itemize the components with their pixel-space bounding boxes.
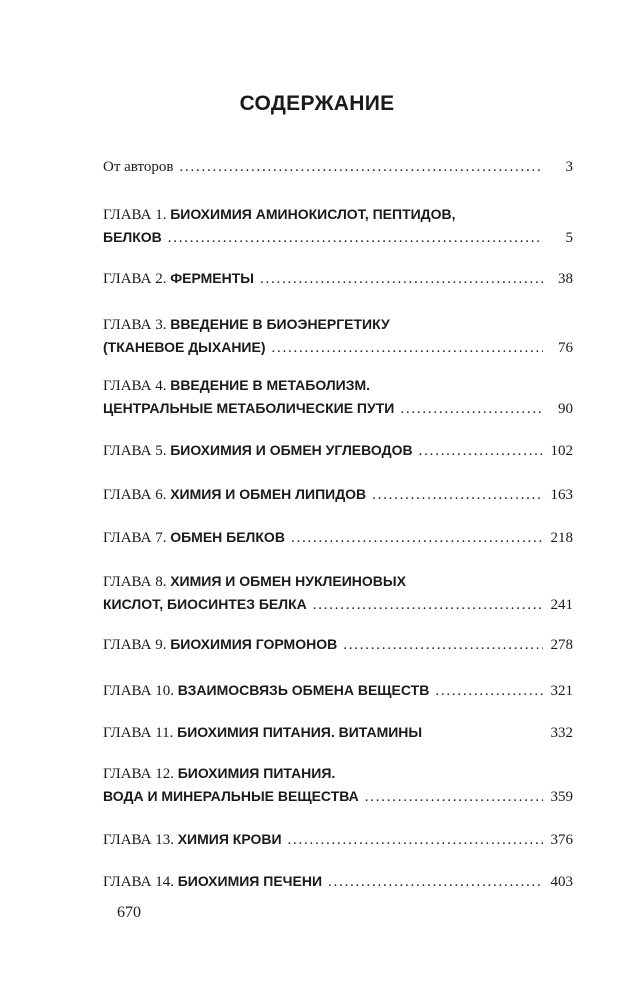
toc-page-number: 163 — [550, 487, 573, 503]
toc-page-number: 102 — [550, 443, 573, 459]
chapter-title-continuation: КИСЛОТ, БИОСИНТЕЗ БЕЛКА — [103, 596, 307, 612]
chapter-title: БИОХИМИЯ ПИТАНИЯ. ВИТАМИНЫ — [177, 724, 423, 740]
toc-entry-chapter-4[interactable] — [103, 375, 573, 420]
page-number-folio: 670 — [117, 904, 141, 921]
toc-page-number: 321 — [550, 683, 573, 699]
toc-entry-chapter-7[interactable] — [103, 527, 573, 549]
chapter-title: ХИМИЯ И ОБМЕН НУКЛЕИНОВЫХ — [170, 573, 406, 589]
chapter-label: ГЛАВА 7. — [103, 530, 167, 546]
toc-page-number: 5 — [565, 230, 573, 246]
chapter-label: ГЛАВА 5. — [103, 443, 167, 459]
chapter-title: БИОХИМИЯ И ОБМЕН УГЛЕВОДОВ — [170, 442, 413, 458]
chapter-label: ГЛАВА 12. — [103, 766, 174, 782]
chapter-label: ГЛАВА 11. — [103, 725, 174, 741]
chapter-label: ГЛАВА 9. — [103, 637, 167, 653]
chapter-title: БИОХИМИЯ ПЕЧЕНИ — [177, 873, 323, 889]
toc-entry-chapter-13[interactable] — [103, 829, 573, 851]
chapter-label: ГЛАВА 8. — [103, 574, 167, 590]
dot-leader — [343, 635, 543, 656]
dot-leader — [291, 528, 543, 549]
toc-entry-preface[interactable] — [103, 157, 573, 178]
chapter-title: ВВЕДЕНИЕ В БИОЭНЕРГЕТИКУ — [170, 316, 390, 332]
chapter-title-continuation: ВОДА И МИНЕРАЛЬНЫЕ ВЕЩЕСТВА — [103, 788, 359, 804]
dot-leader — [179, 157, 543, 178]
toc-entry-title: От авторов — [103, 159, 174, 175]
chapter-title-continuation: ЦЕНТРАЛЬНЫЕ МЕТАБОЛИЧЕСКИЕ ПУТИ — [103, 400, 395, 416]
chapter-title: ОБМЕН БЕЛКОВ — [170, 529, 285, 545]
dot-leader — [435, 681, 543, 702]
toc-page-number: 403 — [550, 874, 573, 890]
dot-leader — [288, 830, 543, 851]
toc-page-number: 332 — [550, 725, 573, 741]
toc-entry-chapter-11[interactable] — [103, 722, 573, 744]
chapter-label: ГЛАВА 14. — [103, 874, 174, 890]
toc-entry-chapter-2[interactable] — [103, 268, 573, 290]
chapter-label: ГЛАВА 3. — [103, 317, 167, 333]
dot-leader — [328, 872, 543, 893]
dot-leader — [313, 595, 543, 616]
dot-leader — [272, 338, 544, 359]
chapter-title: БИОХИМИЯ АМИНОКИСЛОТ, ПЕПТИДОВ, — [170, 206, 456, 222]
toc-entry-chapter-14[interactable] — [103, 871, 573, 893]
toc-entry-chapter-6[interactable] — [103, 484, 573, 506]
toc-page-number: 3 — [565, 159, 573, 175]
dot-leader — [372, 485, 543, 506]
chapter-title: ВЗАИМОСВЯЗЬ ОБМЕНА ВЕЩЕСТВ — [177, 682, 430, 698]
chapter-title: ХИМИЯ КРОВИ — [177, 831, 282, 847]
toc-page-number: 76 — [558, 340, 573, 356]
toc-entry-chapter-5[interactable] — [103, 440, 573, 462]
toc-page-number: 38 — [558, 271, 573, 287]
toc-entry-chapter-3[interactable] — [103, 314, 573, 359]
dot-leader — [365, 787, 543, 808]
chapter-label: ГЛАВА 6. — [103, 487, 167, 503]
toc-page-number: 90 — [558, 401, 573, 417]
toc-entry-chapter-8[interactable] — [103, 571, 573, 616]
dot-leader — [400, 399, 543, 420]
chapter-title: БИОХИМИЯ ГОРМОНОВ — [170, 636, 338, 652]
toc-page-number: 278 — [550, 637, 573, 653]
chapter-title: БИОХИМИЯ ПИТАНИЯ. — [177, 765, 336, 781]
toc-page-number: 218 — [550, 530, 573, 546]
toc-page-number: 241 — [550, 597, 573, 613]
chapter-label: ГЛАВА 1. — [103, 207, 167, 223]
dot-leader — [168, 228, 543, 249]
chapter-label: ГЛАВА 10. — [103, 683, 174, 699]
toc-page-number: 376 — [550, 832, 573, 848]
chapter-label: ГЛАВА 2. — [103, 271, 167, 287]
chapter-title-continuation: БЕЛКОВ — [103, 229, 162, 245]
toc-entry-chapter-1[interactable] — [103, 204, 573, 249]
chapter-title: ХИМИЯ И ОБМЕН ЛИПИДОВ — [170, 486, 367, 502]
chapter-title: ВВЕДЕНИЕ В МЕТАБОЛИЗМ. — [170, 377, 371, 393]
chapter-label: ГЛАВА 13. — [103, 832, 174, 848]
toc-entry-chapter-12[interactable] — [103, 763, 573, 808]
chapter-label: ГЛАВА 4. — [103, 378, 167, 394]
page-title: СОДЕРЖАНИЕ — [239, 92, 395, 115]
toc-page-number: 359 — [550, 789, 573, 805]
dot-leader — [260, 269, 543, 290]
toc-entry-chapter-9[interactable] — [103, 634, 573, 656]
chapter-title-continuation: (ТКАНЕВОЕ ДЫХАНИЕ) — [103, 339, 266, 355]
chapter-title: ФЕРМЕНТЫ — [170, 270, 255, 286]
dot-leader — [419, 441, 543, 462]
toc-entry-chapter-10[interactable] — [103, 680, 573, 702]
